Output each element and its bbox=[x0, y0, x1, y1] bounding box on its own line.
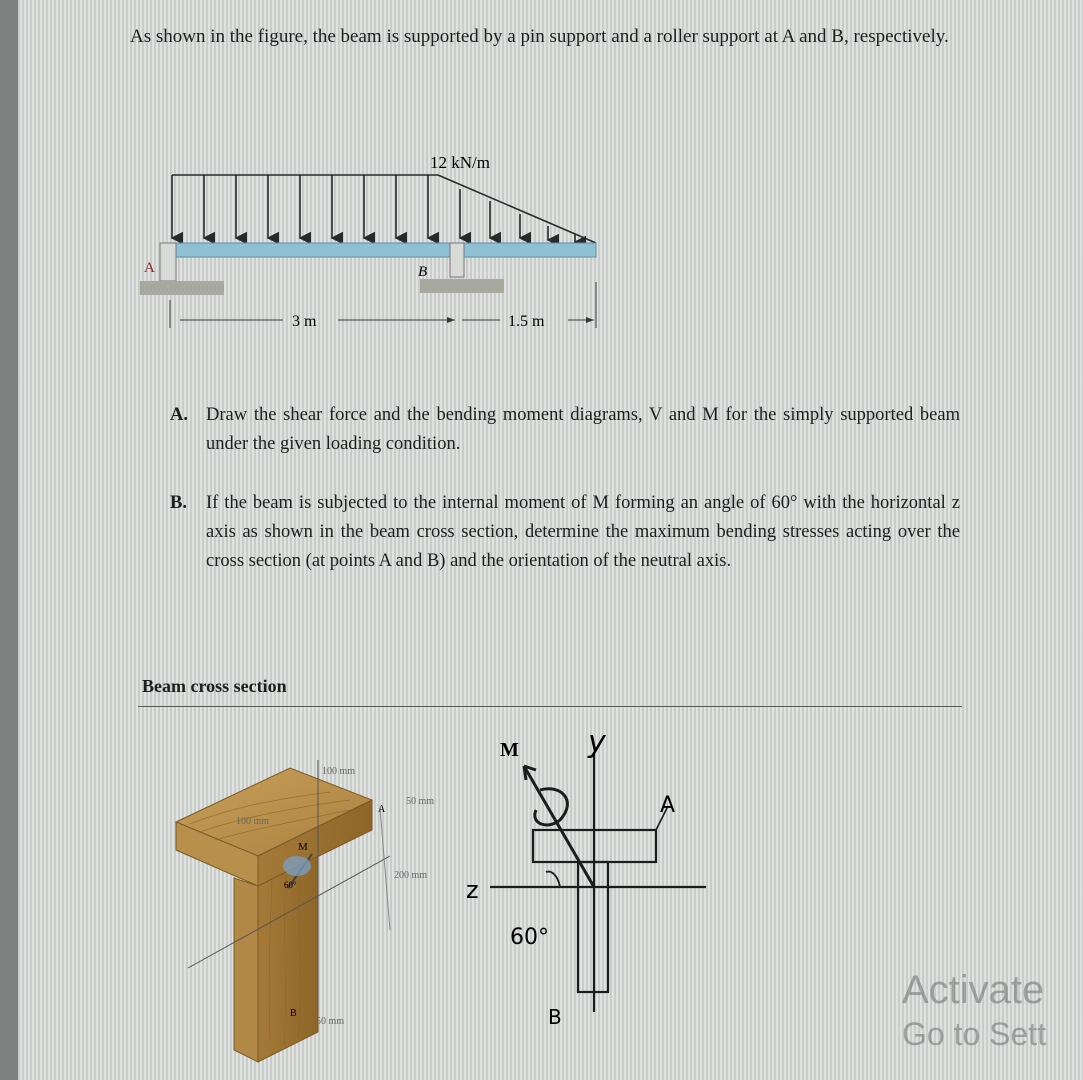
dim-height-label: 200 mm bbox=[394, 870, 428, 881]
sketch-y-label: y bbox=[588, 725, 606, 760]
support-b-label: B bbox=[418, 264, 428, 280]
activation-watermark bbox=[902, 966, 1046, 1054]
sketch-angle-label: 60° bbox=[510, 925, 549, 950]
section-heading: Beam cross section bbox=[142, 676, 287, 696]
intro-paragraph: As shown in the figure, the beam is supported by a pin support and a roller support at A and B, respectively. bbox=[130, 26, 949, 47]
sketch-moment-vector bbox=[524, 766, 594, 887]
watermark-line-1: Activate bbox=[902, 968, 1045, 1012]
sketch-point-a-label: A bbox=[660, 793, 676, 818]
question-b-label: B. bbox=[170, 493, 187, 513]
dim-flange-label: 50 mm bbox=[406, 796, 435, 807]
point-a-3d-label: A bbox=[378, 804, 386, 815]
sketch-moment-label: M bbox=[500, 739, 519, 761]
load-label: 12 kN/m bbox=[430, 153, 490, 172]
watermark-line-2: Go to Sett bbox=[902, 1016, 1047, 1052]
question-a-label: A. bbox=[170, 405, 188, 425]
question-a-text: Draw the shear force and the bending moment diagrams, V and M for the simply supported beam under the given loading condition. bbox=[206, 405, 960, 454]
support-a-label: A bbox=[144, 260, 155, 276]
dim-side-label: 100 mm bbox=[236, 816, 270, 827]
moment-3d-label: M bbox=[298, 841, 308, 853]
angle-3d-label: 60° bbox=[284, 880, 297, 890]
sketch-point-b-label: B bbox=[548, 1005, 562, 1029]
dim-right-label: 1.5 m bbox=[508, 313, 545, 330]
sketch-z-label: z bbox=[466, 876, 479, 904]
point-b-3d-label: B bbox=[290, 1008, 297, 1019]
dim-left-label: 3 m bbox=[292, 313, 317, 330]
dim-top-label: 100 mm bbox=[322, 766, 356, 777]
dim-bottom-label: 50 mm bbox=[316, 1016, 345, 1027]
question-b-text: If the beam is subjected to the internal moment of M forming an angle of 60° with the horizontal z axis as shown in the beam cross section, determine the maximum bending stresses acting over the cross section (at points A and B) and the orientation of the neutral axis. bbox=[206, 493, 960, 571]
